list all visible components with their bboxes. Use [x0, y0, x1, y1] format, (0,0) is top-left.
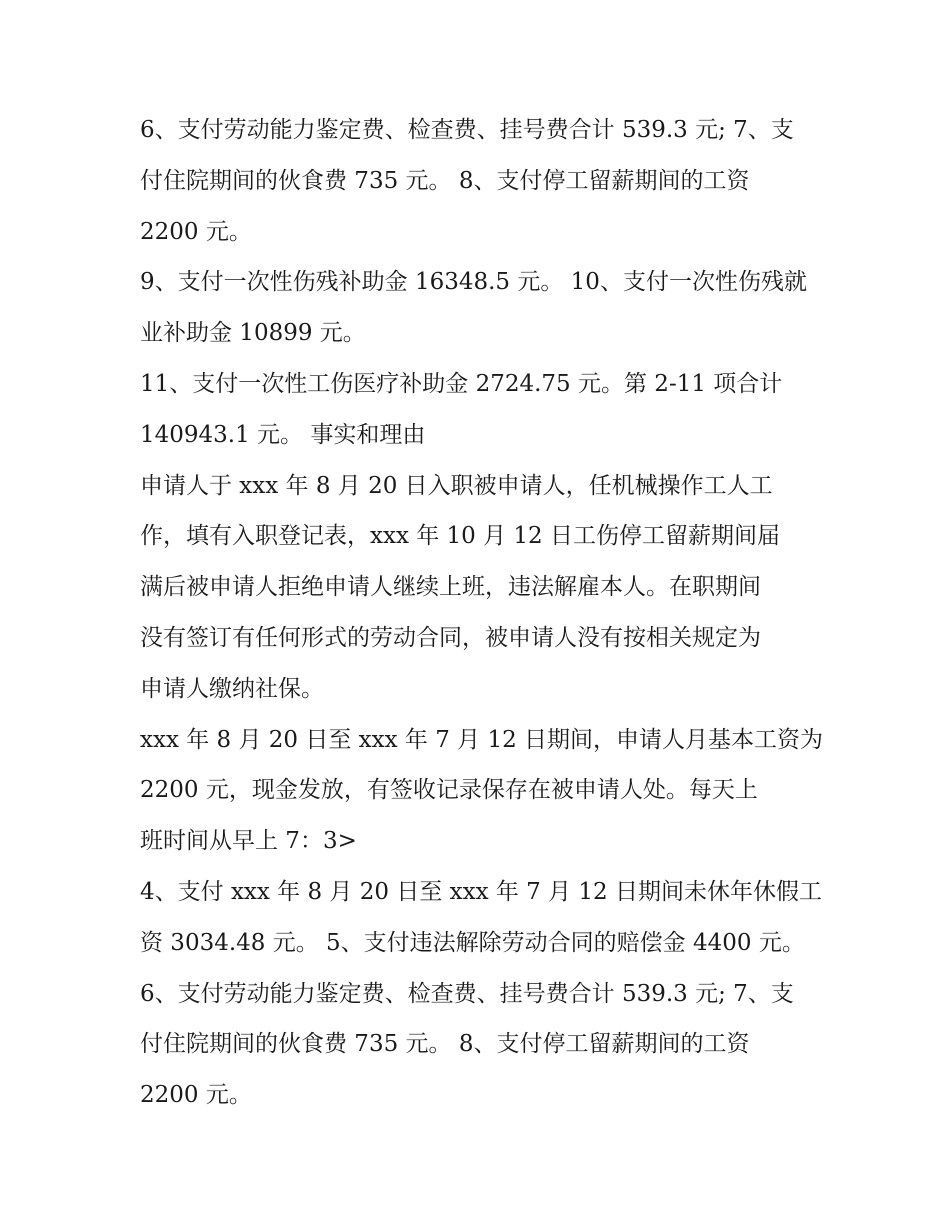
text-line: 2200 元。	[140, 218, 252, 245]
paragraph-item-11	[140, 359, 820, 461]
document-body	[140, 105, 824, 1121]
paragraph-item-6-8-repeat-a	[140, 105, 820, 257]
text-line: 9、支付一次性伤残补助金 16348.5 元。 10、支付一次性伤残就	[140, 269, 807, 296]
text-line: 业补助金 10899 元。	[140, 320, 366, 347]
text-line: 4、支付 xxx 年 8 月 20 日至 xxx 年 7 月 12 日期间未休年休假工	[140, 878, 822, 905]
text-line: 满后被申请人拒绝申请人继续上班，违法解雇本人。在职期间	[140, 574, 761, 601]
text-line: 没有签订有任何形式的劳动合同，被申请人没有按相关规定为	[140, 624, 761, 651]
text-line: 11、支付一次性工伤医疗补助金 2724.75 元。第 2-11 项合计	[140, 370, 783, 397]
text-line: 付住院期间的伙食费 735 元。 8、支付停工留薪期间的工资	[140, 167, 750, 194]
paragraph-item-9-10	[140, 257, 820, 359]
paragraph-item-4-5	[140, 867, 820, 969]
paragraph-item-6-8-repeat-b	[140, 969, 820, 1121]
paragraph-facts-salary	[140, 715, 824, 867]
text-line: xxx 年 8 月 20 日至 xxx 年 7 月 12 日期间，申请人月基本工资为	[140, 726, 824, 753]
text-line: 申请人于 xxx 年 8 月 20 日入职被申请人，任机械操作工人工	[140, 472, 773, 499]
text-line: 班时间从早上 7：3>	[140, 828, 357, 855]
text-line: 资 3034.48 元。 5、支付违法解除劳动合同的赔偿金 4400 元。	[140, 929, 805, 956]
paragraph-facts-employment	[140, 461, 820, 715]
text-line: 140943.1 元。 事实和理由	[140, 421, 426, 448]
text-line: 2200 元。	[140, 1082, 252, 1109]
text-line: 作，填有入职登记表，xxx 年 10 月 12 日工伤停工留薪期间届	[140, 523, 781, 550]
text-line: 付住院期间的伙食费 735 元。 8、支付停工留薪期间的工资	[140, 1031, 750, 1058]
text-line: 6、支付劳动能力鉴定费、检查费、挂号费合计 539.3 元; 7、支	[140, 980, 794, 1007]
text-line: 申请人缴纳社保。	[140, 675, 324, 702]
text-line: 2200 元，现金发放，有签收记录保存在被申请人处。每天上	[140, 777, 758, 804]
text-line: 6、支付劳动能力鉴定费、检查费、挂号费合计 539.3 元; 7、支	[140, 117, 794, 143]
